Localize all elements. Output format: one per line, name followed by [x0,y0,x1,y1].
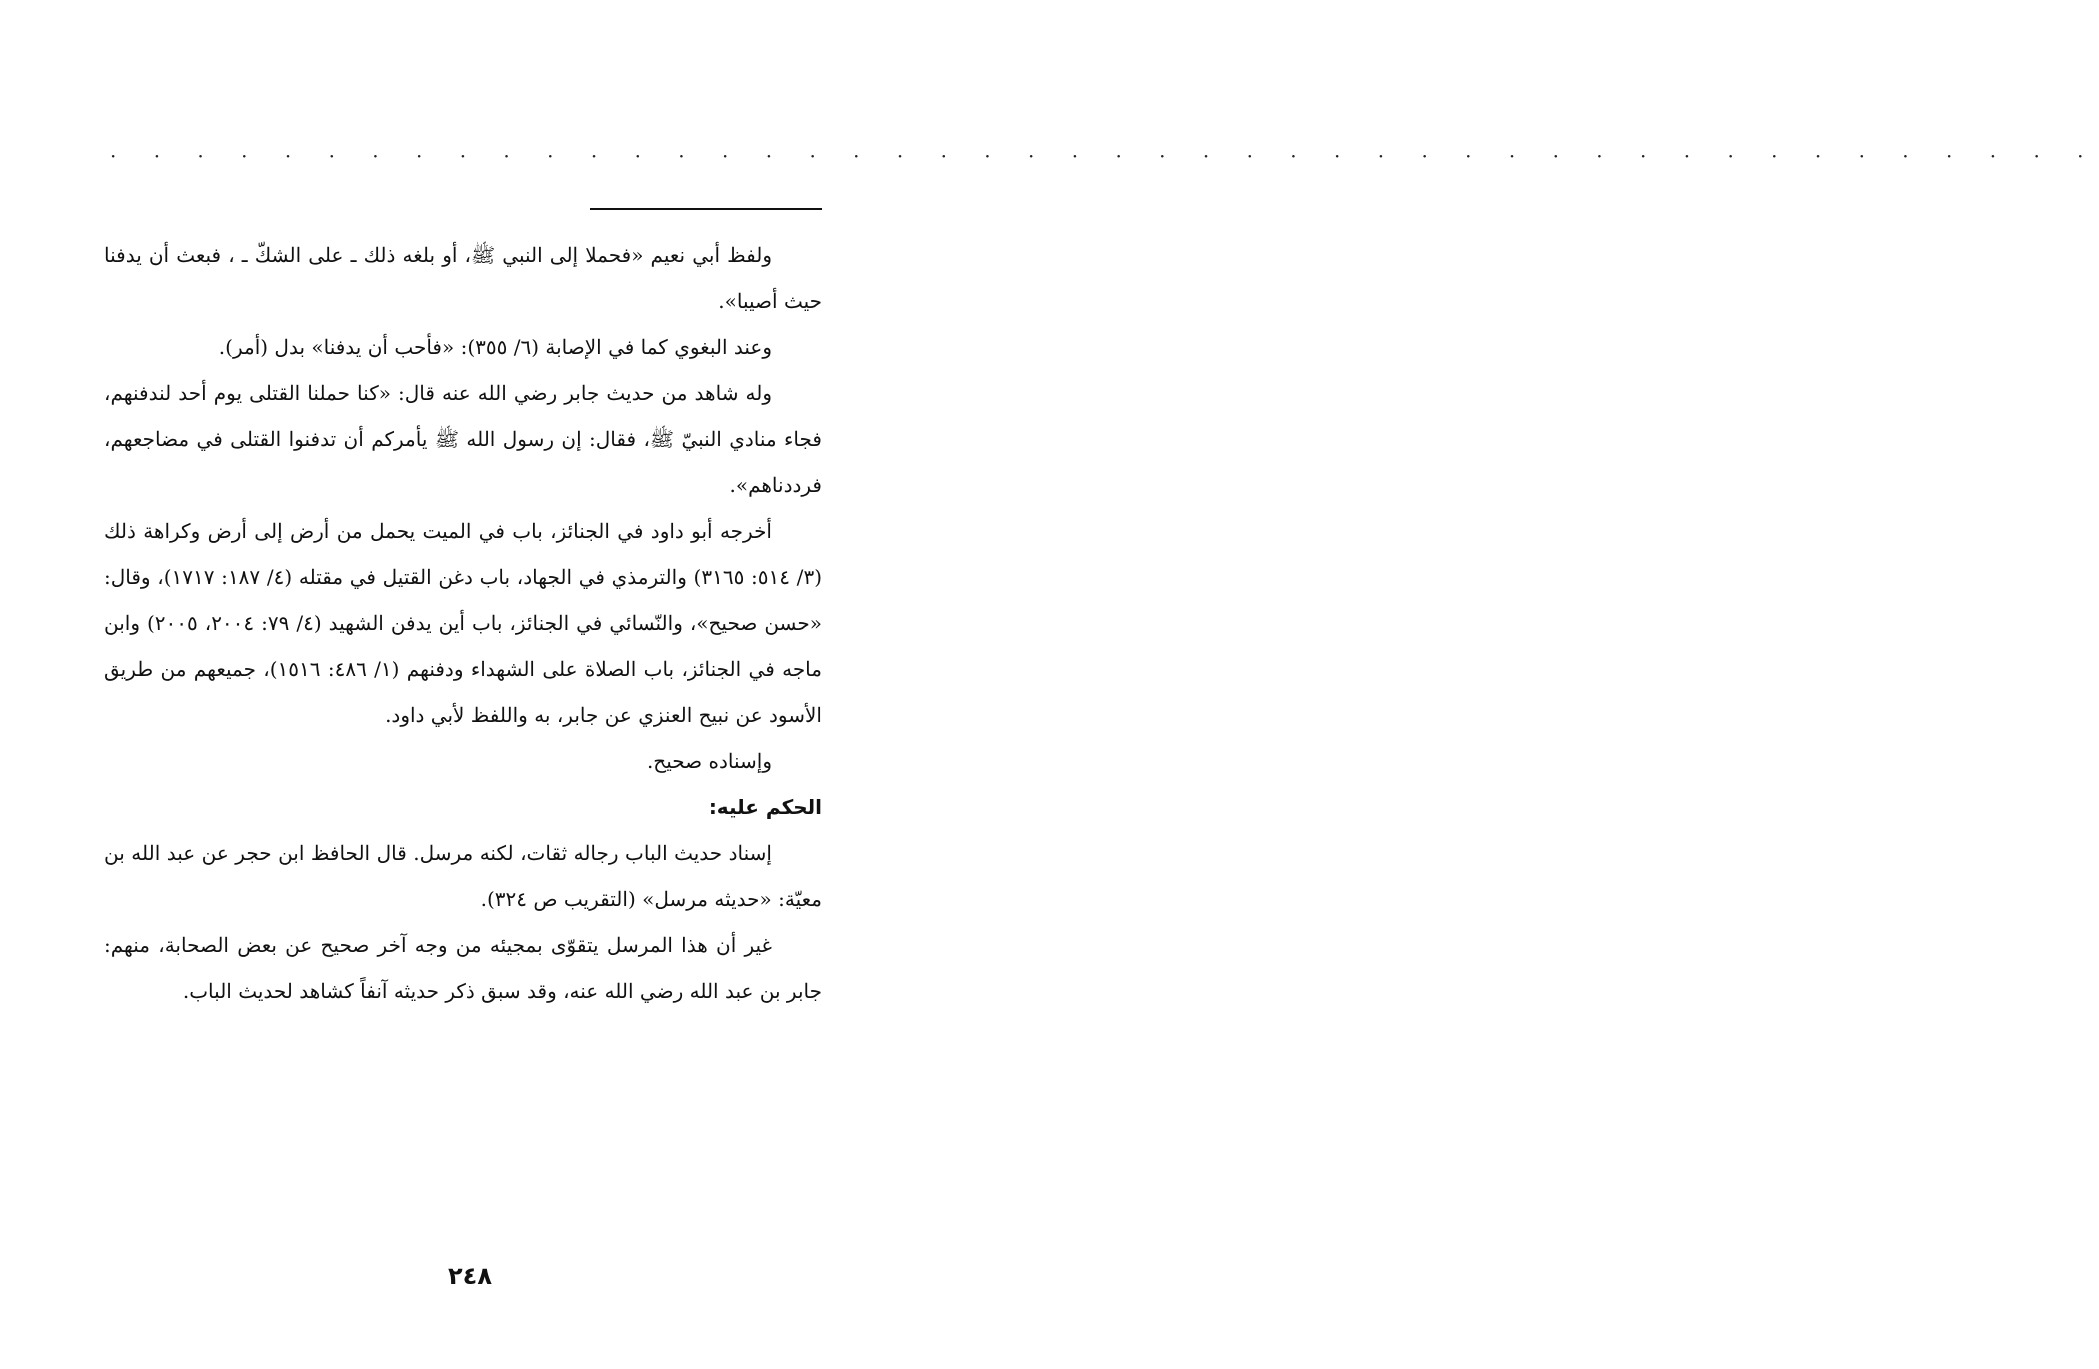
paragraph-isnad: وإسناده صحيح. [646,749,772,773]
paragraph-abu-nuaim: ولفظ أبي نعيم «فحملا إلى النبي ﷺ، أو بلغه ذلك ـ على الشكّ ـ ، فبعث أن يدفنا حيث أصيبا». [104,243,822,313]
dotted-separator: · · · · · · · · · · · · · · · · · · · · · · · · · · · · · · · · · · · · · · · · · · · · · · [110,144,2099,168]
page-number: ٢٤٨ [448,1262,492,1290]
paragraph-jabir-witness: وله شاهد من حديث جابر رضي الله عنه قال: «كنا حملنا القتلى يوم أحد لندفنهم، فجاء منادي النبيّ ﷺ، فقال: إن رسول الله ﷺ يأمركم أن تدفنوا القتلى في مضاجعهم، فرددناهم». [104,381,822,497]
paragraph-takhrij: أخرجه أبو داود في الجنائز، باب في الميت يحمل من أرض إلى أرض وكراهة ذلك (٣/ ٥١٤: ٣١٦٥) والترمذي في الجهاد، باب دغن القتيل في مقتله (٤/ ١٨٧: ١٧١٧)، وقال: «حسن صحيح»، والنّسائي في الجنائز، باب أين يدفن الشهيد (٤/ ٧٩: ٢٠٠٤، ٢٠٠٥) وابن ماجه في الجنائز، باب الصلاة على الشهداء ودفنهم (١/ ٤٨٦: ١٥١٦)، جميعهم من طريق الأسود عن نبيح العنزي عن جابر، به واللفظ لأبي داود. [104,519,822,727]
paragraph-ruling: إسناد حديث الباب رجاله ثقات، لكنه مرسل. قال الحافظ ابن حجر عن عبد الله بن معيّة: «حديثه مرسل» (التقريب ص ٣٢٤). [104,841,822,911]
page-body [104,232,822,1014]
section-heading: الحكم عليه: [708,795,822,819]
footnote-rule [590,208,822,210]
paragraph-baghawi: وعند البغوي كما في الإصابة (٦/ ٣٥٥): «فأحب أن يدفنا» بدل (أمر). [218,335,772,359]
paragraph-strengthening: غير أن هذا المرسل يتقوّى بمجيئه من وجه آخر صحيح عن بعض الصحابة، منهم: جابر بن عبد الله رضي الله عنه، وقد سبق ذكر حديثه آنفاً كشاهد لحديث الباب. [104,933,822,1003]
